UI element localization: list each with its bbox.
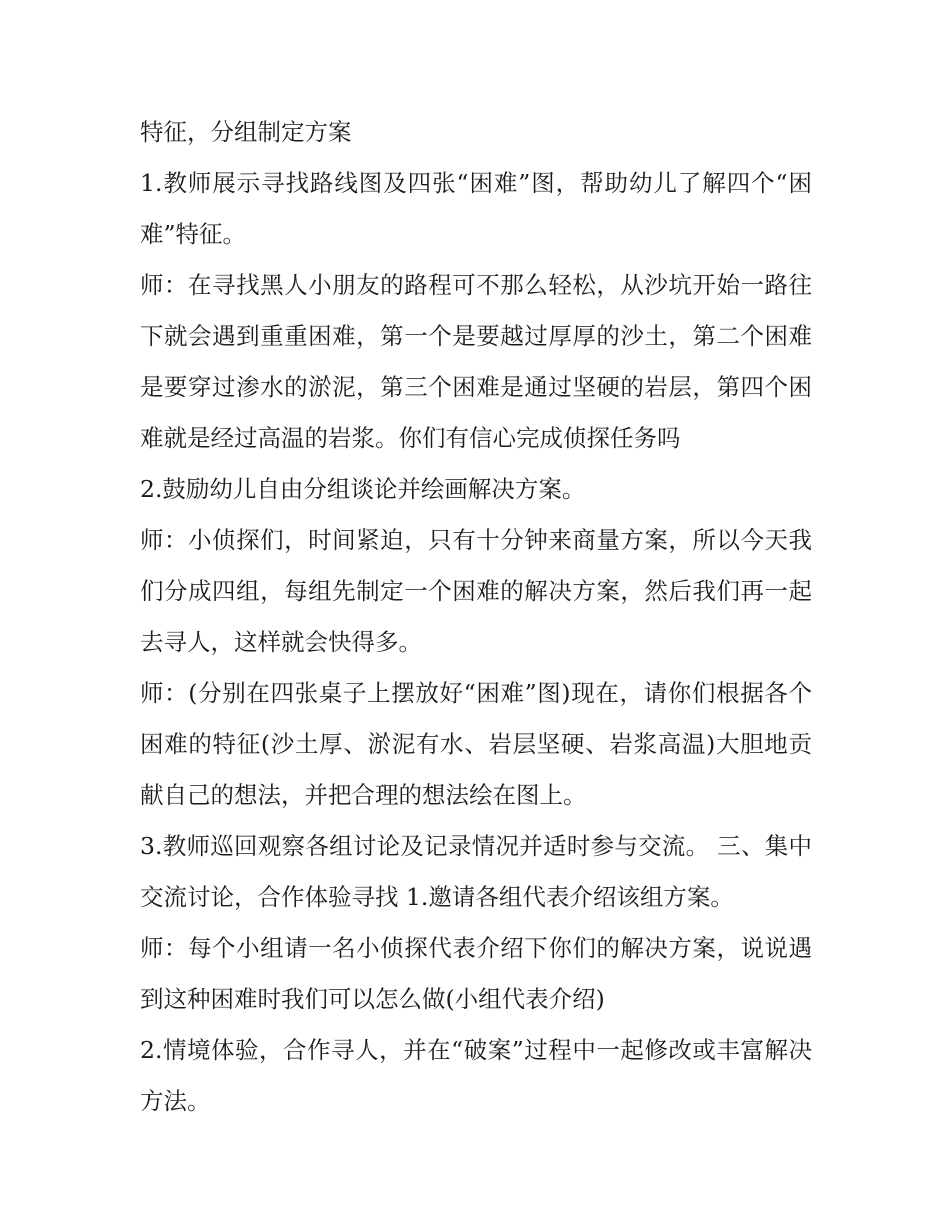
paragraph-step-2: 2.鼓励幼儿自由分组谈论并绘画解决方案。 <box>140 475 586 503</box>
paragraph-step-2-experience: 2.情境体验，合作寻人，并在“破案”过程中一起修改或丰富解决方法。 <box>140 1036 812 1115</box>
paragraph-step-3: 3.教师巡回观察各组讨论及记录情况并适时参与交流。 三、集中交流讨论，合作体验寻找 1.邀请各组代表介绍该组方案。 <box>140 832 812 911</box>
paragraph-section-heading: 特征，分组制定方案 <box>140 118 352 146</box>
document-body <box>140 107 812 1127</box>
paragraph-teacher-dialogue-3: 师：(分别在四张桌子上摆放好“困难”图)现在，请你们根据各个困难的特征(沙土厚、淤泥有水、岩层坚硬、岩浆高温)大胆地贡献自己的想法，并把合理的想法绘在图上。 <box>140 679 812 809</box>
paragraph-teacher-dialogue-4: 师：每个小组请一名小侦探代表介绍下你们的解决方案，说说遇到这种困难时我们可以怎么做(小组代表介绍) <box>140 934 812 1013</box>
paragraph-teacher-dialogue-1: 师：在寻找黑人小朋友的路程可不那么轻松，从沙坑开始一路往下就会遇到重重困难，第一个是要越过厚厚的沙土，第二个困难是要穿过渗水的淤泥，第三个困难是通过坚硬的岩层，第四个困难就是经过高温的岩浆。你们有信心完成侦探任务吗 <box>140 271 812 452</box>
paragraph-step-1: 1.教师展示寻找路线图及四张“困难”图，帮助幼儿了解四个“困难”特征。 <box>140 169 812 248</box>
paragraph-teacher-dialogue-2: 师：小侦探们，时间紧迫，只有十分钟来商量方案，所以今天我们分成四组，每组先制定一个困难的解决方案，然后我们再一起去寻人，这样就会快得多。 <box>140 526 812 656</box>
